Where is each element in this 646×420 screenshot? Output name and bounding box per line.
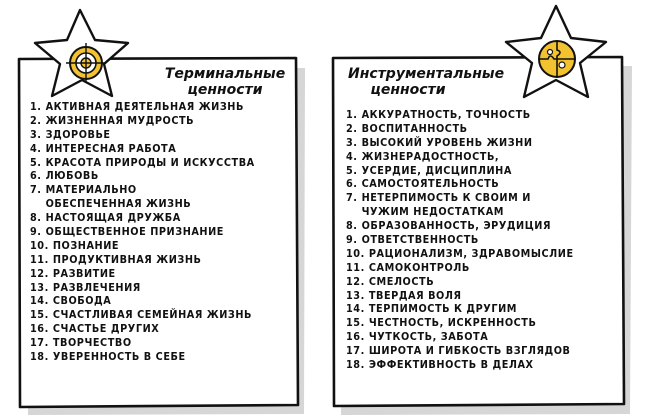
- list-item: [346, 247, 616, 261]
- list-item: [346, 219, 616, 233]
- item-number: 10.: [30, 238, 49, 252]
- item-text: ВЫСОКИЙ УРОВЕНЬ ЖИЗНИ: [361, 135, 533, 149]
- item-number: 9.: [346, 233, 358, 247]
- item-text: МАТЕРИАЛЬНО ОБЕСПЕЧЕННАЯ ЖИЗНЬ: [45, 183, 192, 211]
- item-number: 18.: [346, 358, 365, 372]
- item-number: 16.: [30, 322, 49, 336]
- item-number: 4.: [30, 141, 42, 155]
- item-text: САМОСТОЯТЕЛЬНОСТЬ: [361, 177, 500, 191]
- item-number: 2.: [30, 113, 42, 127]
- terminal-values-list: [30, 100, 300, 364]
- item-text: ПОЗНАНИЕ: [52, 238, 120, 252]
- item-text: УВЕРЕННОСТЬ В СЕБЕ: [52, 350, 186, 364]
- item-text: СЧАСТЛИВАЯ СЕМЕЙНАЯ ЖИЗНЬ: [52, 308, 252, 322]
- item-text: РАЗВЛЕЧЕНИЯ: [52, 280, 141, 294]
- list-item: [30, 253, 300, 267]
- item-text: ТЕРПИМОСТЬ К ДРУГИМ: [368, 302, 517, 316]
- list-item: [30, 183, 300, 211]
- left-title-line1: Терминальные: [164, 66, 286, 82]
- list-item: [346, 330, 616, 344]
- list-item: [30, 156, 300, 170]
- item-text: ЭФФЕКТИВНОСТЬ В ДЕЛАХ: [368, 358, 534, 372]
- item-number: 3.: [346, 135, 358, 149]
- list-item: [346, 233, 616, 247]
- item-text: СМЕЛОСТЬ: [368, 274, 435, 288]
- item-text: СВОБОДА: [52, 294, 112, 308]
- item-number: 8.: [346, 219, 358, 233]
- list-item: [346, 344, 616, 358]
- item-number: 6.: [346, 177, 358, 191]
- list-item: [30, 322, 300, 336]
- item-number: 15.: [30, 308, 49, 322]
- item-number: 13.: [346, 288, 365, 302]
- item-number: 5.: [30, 155, 42, 169]
- item-text: ИНТЕРЕСНАЯ РАБОТА: [45, 141, 177, 155]
- item-number: 11.: [346, 260, 365, 274]
- list-item: [346, 358, 616, 372]
- item-text: ШИРОТА И ГИБКОСТЬ ВЗГЛЯДОВ: [368, 344, 571, 358]
- item-number: 6.: [30, 169, 42, 183]
- item-number: 12.: [30, 266, 49, 280]
- list-item: [30, 336, 300, 350]
- list-item: [30, 239, 300, 253]
- list-item: [346, 150, 616, 164]
- item-number: 2.: [346, 121, 358, 135]
- list-item: [30, 142, 300, 156]
- list-item: [30, 294, 300, 308]
- item-number: 12.: [346, 274, 365, 288]
- item-number: 16.: [346, 330, 365, 344]
- list-item: [30, 128, 300, 142]
- item-text: СЧАСТЬЕ ДРУГИХ: [52, 322, 160, 336]
- item-text: ВОСПИТАННОСТЬ: [361, 121, 468, 135]
- item-number: 11.: [30, 252, 49, 266]
- item-text: НАСТОЯЩАЯ ДРУЖБА: [45, 211, 181, 225]
- item-number: 8.: [30, 211, 42, 225]
- item-text: РАЗВИТИЕ: [52, 266, 116, 280]
- item-number: 1.: [30, 100, 42, 113]
- item-number: 4.: [346, 149, 358, 163]
- item-number: 14.: [346, 302, 365, 316]
- list-item: [346, 164, 616, 178]
- item-text: АККУРАТНОСТЬ, ТОЧНОСТЬ: [361, 108, 531, 121]
- item-text: РАЦИОНАЛИЗМ, ЗДРАВОМЫСЛИЕ: [368, 246, 574, 260]
- item-text: ТВОРЧЕСТВО: [52, 336, 132, 350]
- list-item: [346, 316, 616, 330]
- item-text: ЖИЗНЕННАЯ МУДРОСТЬ: [45, 113, 195, 127]
- item-text: НЕТЕРПИМОСТЬ К СВОИМ И ЧУЖИМ НЕДОСТАТКАМ: [361, 191, 531, 219]
- list-item: [346, 289, 616, 303]
- item-text: ПРОДУКТИВНАЯ ЖИЗНЬ: [52, 252, 202, 266]
- list-item: [346, 108, 616, 122]
- left-card-title: [140, 66, 310, 98]
- item-text: САМОКОНТРОЛЬ: [368, 260, 470, 274]
- item-number: 10.: [346, 246, 365, 260]
- item-number: 9.: [30, 225, 42, 239]
- item-text: ЖИЗНЕРАДОСТНОСТЬ,: [361, 149, 500, 163]
- list-item: [30, 225, 300, 239]
- list-item: [30, 308, 300, 322]
- list-item: [30, 211, 300, 225]
- item-number: 15.: [346, 316, 365, 330]
- item-text: ЧУТКОСТЬ, ЗАБОТА: [368, 330, 489, 344]
- list-item: [346, 191, 616, 219]
- item-number: 18.: [30, 350, 49, 364]
- list-item: [346, 261, 616, 275]
- item-number: 7.: [346, 191, 358, 205]
- item-text: ЛЮБОВЬ: [45, 169, 99, 183]
- list-item: [346, 302, 616, 316]
- item-text: ЧЕСТНОСТЬ, ИСКРЕННОСТЬ: [368, 316, 537, 330]
- item-number: 1.: [346, 108, 358, 121]
- list-item: [30, 350, 300, 364]
- item-text: ОБРАЗОВАННОСТЬ, ЭРУДИЦИЯ: [361, 219, 552, 233]
- item-number: 3.: [30, 127, 42, 141]
- item-number: 13.: [30, 280, 49, 294]
- item-text: ТВЕРДАЯ ВОЛЯ: [368, 288, 462, 302]
- item-number: 5.: [346, 163, 358, 177]
- list-item: [30, 267, 300, 281]
- list-item: [30, 281, 300, 295]
- item-number: 17.: [30, 336, 49, 350]
- item-number: 17.: [346, 344, 365, 358]
- item-text: КРАСОТА ПРИРОДЫ И ИСКУССТВА: [45, 155, 255, 169]
- instrumental-values-list: [346, 108, 616, 372]
- list-item: [346, 275, 616, 289]
- item-text: ЗДОРОВЬЕ: [45, 127, 111, 141]
- right-title-line1: Инструментальные: [348, 66, 505, 82]
- item-text: ОТВЕТСТВЕННОСТЬ: [361, 233, 479, 247]
- list-item: [346, 177, 616, 191]
- list-item: [346, 136, 616, 150]
- right-title-line2: ценности: [370, 82, 446, 98]
- item-text: ОБЩЕСТВЕННОЕ ПРИЗНАНИЕ: [45, 225, 224, 239]
- left-title-line2: ценности: [187, 82, 263, 98]
- item-text: АКТИВНАЯ ДЕЯТЕЛЬНАЯ ЖИЗНЬ: [45, 100, 244, 113]
- list-item: [30, 169, 300, 183]
- list-item: [346, 122, 616, 136]
- item-number: 7.: [30, 183, 42, 197]
- item-number: 14.: [30, 294, 49, 308]
- item-text: УСЕРДИЕ, ДИСЦИПЛИНА: [361, 163, 512, 177]
- list-item: [30, 100, 300, 114]
- right-card-title: [348, 66, 505, 98]
- list-item: [30, 114, 300, 128]
